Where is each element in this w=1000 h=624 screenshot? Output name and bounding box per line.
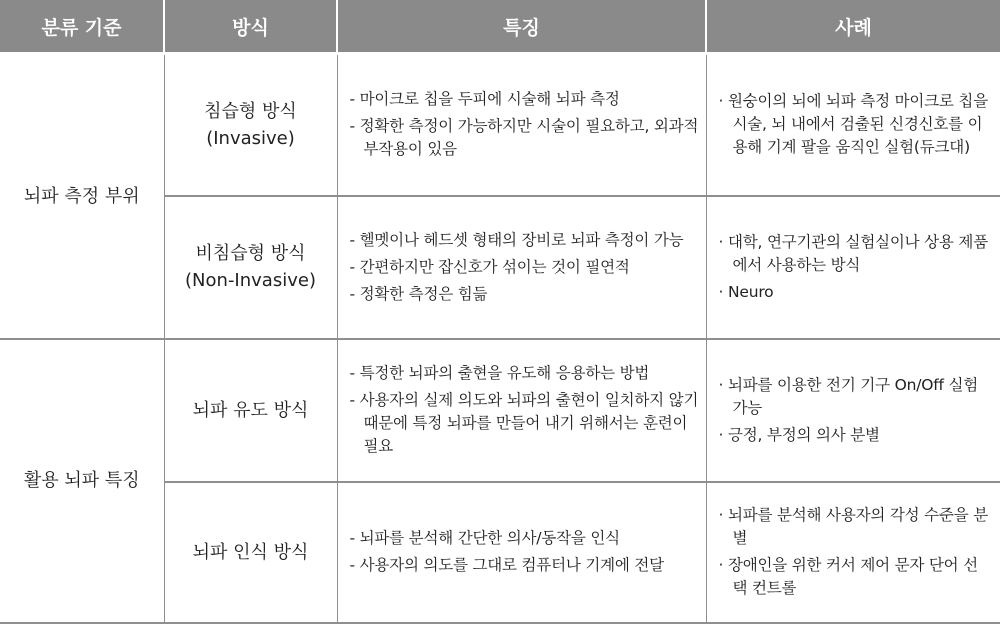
header-criteria: 분류 기준	[0, 0, 164, 54]
feature-item: - 사용자의 의도를 그대로 컴퓨터나 기계에 전달	[350, 554, 700, 577]
method-subname: (Invasive)	[206, 127, 295, 149]
method-cell	[164, 339, 337, 482]
method-name: 뇌파 유도 방식	[192, 399, 309, 421]
table-row	[0, 339, 1000, 482]
header-examples: 사례	[706, 0, 1000, 54]
feature-item: - 뇌파를 분석해 간단한 의사/동작을 인식	[350, 527, 700, 550]
feature-item: - 특정한 뇌파의 출현을 유도해 응용하는 방법	[350, 362, 700, 385]
method-name: 비침습형 방식	[195, 243, 306, 265]
examples-cell	[706, 482, 1000, 623]
method-name: 침습형 방식	[204, 100, 297, 122]
method-cell	[164, 196, 337, 339]
feature-item: - 사용자의 실제 의도와 뇌파의 출현이 일치하지 않기 때문에 특정 뇌파를 만들어 내기 위해서는 훈련이 필요	[350, 389, 700, 458]
feature-item: - 정확한 측정이 가능하지만 시술이 필요하고, 외과적 부작용이 있음	[350, 115, 700, 161]
example-item: · 원숭이의 뇌에 뇌파 측정 마이크로 칩을 시술, 뇌 내에서 검출된 신경신호를 이용해 기계 팔을 움직인 실험(듀크대)	[719, 90, 993, 159]
example-item: · 대학, 연구기관의 실험실이나 상용 제품에서 사용하는 방식	[719, 231, 993, 277]
header-features: 특징	[337, 0, 706, 54]
category-cell: 활용 뇌파 특징	[0, 339, 164, 623]
features-cell	[337, 54, 706, 196]
features-cell	[337, 482, 706, 623]
example-item: · 뇌파를 분석해 사용자의 각성 수준을 분별	[719, 504, 993, 550]
category-cell: 뇌파 측정 부위	[0, 54, 164, 339]
features-cell	[337, 339, 706, 482]
feature-item: - 마이크로 칩을 두피에 시술해 뇌파 측정	[350, 88, 700, 111]
header-row	[0, 0, 1000, 54]
header-method: 방식	[164, 0, 337, 54]
feature-item: - 정확한 측정은 힘듦	[350, 283, 700, 306]
table-row	[0, 54, 1000, 196]
method-subname: (Non-Invasive)	[185, 270, 316, 292]
method-cell	[164, 54, 337, 196]
features-cell	[337, 196, 706, 339]
example-item: · Neuro	[719, 281, 993, 304]
examples-cell	[706, 196, 1000, 339]
example-item: · 긍정, 부정의 의사 분별	[719, 424, 993, 447]
method-cell	[164, 482, 337, 623]
examples-cell	[706, 339, 1000, 482]
method-name: 뇌파 인식 방식	[192, 541, 309, 563]
feature-item: - 간편하지만 잡신호가 섞이는 것이 필연적	[350, 256, 700, 279]
example-item: · 장애인을 위한 커서 제어 문자 단어 선택 컨트롤	[719, 554, 993, 600]
example-item: · 뇌파를 이용한 전기 기구 On/Off 실험 가능	[719, 374, 993, 420]
feature-item: - 헬멧이나 헤드셋 형태의 장비로 뇌파 측정이 가능	[350, 229, 700, 252]
examples-cell	[706, 54, 1000, 196]
